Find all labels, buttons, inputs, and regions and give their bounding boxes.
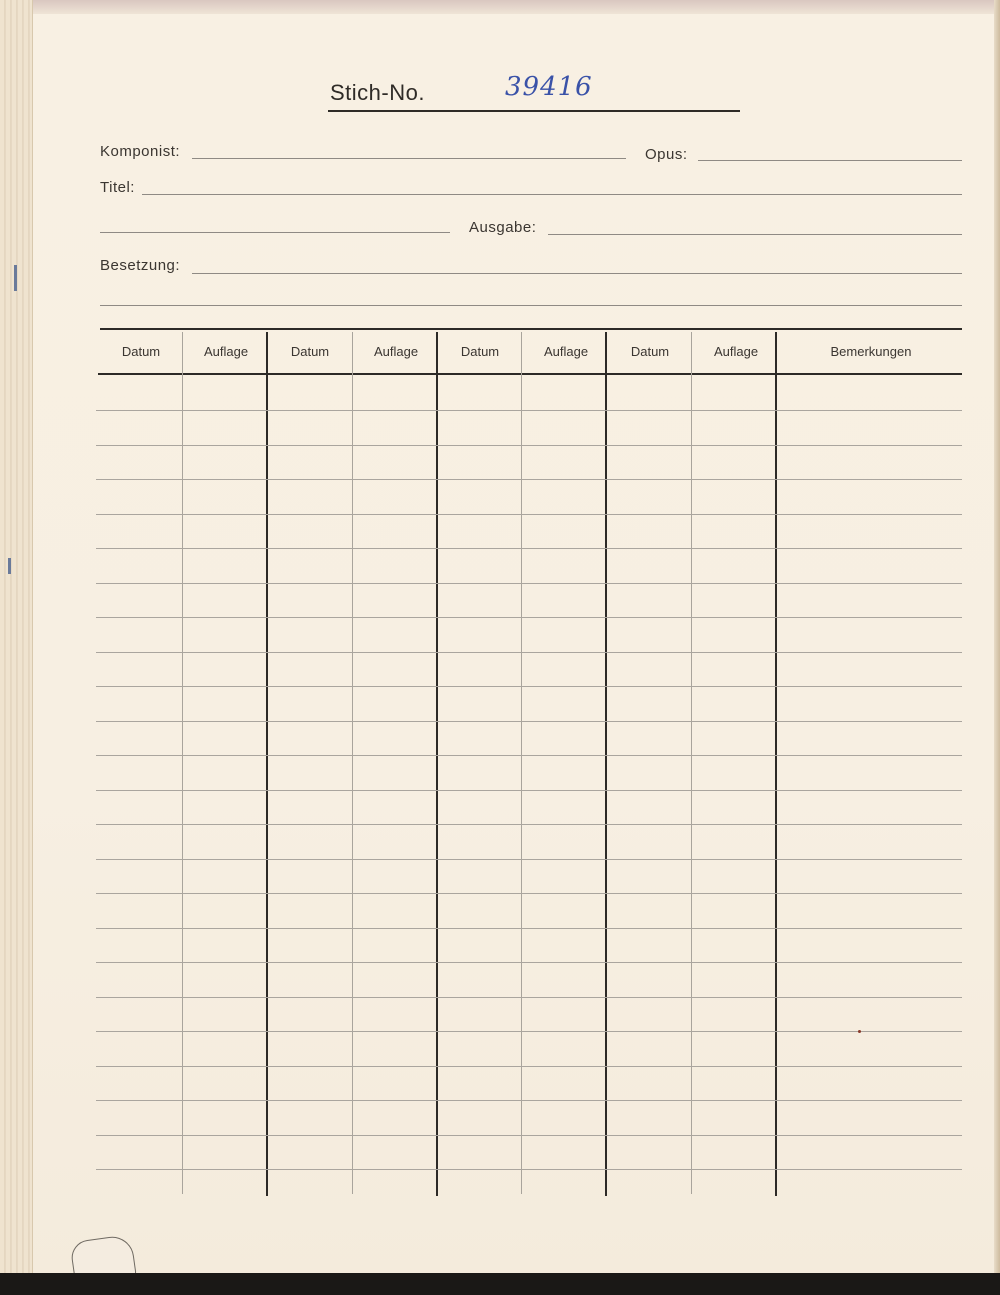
table-row-line[interactable] — [96, 962, 962, 963]
titel-label: Titel: — [100, 179, 135, 196]
table-row-line[interactable] — [96, 445, 962, 446]
table-row-line[interactable] — [96, 928, 962, 929]
table-row-line[interactable] — [96, 721, 962, 722]
komponist-label: Komponist: — [100, 143, 181, 160]
scan-border — [0, 1273, 1000, 1295]
komponist-field[interactable] — [192, 158, 626, 159]
table-row-line[interactable] — [96, 893, 962, 894]
table-row-line[interactable] — [96, 1066, 962, 1067]
besetzung-field[interactable] — [192, 273, 962, 274]
table-header-rule — [98, 373, 962, 375]
table-row-line[interactable] — [96, 514, 962, 515]
table-top-rule — [100, 328, 962, 330]
table-row-line[interactable] — [96, 410, 962, 411]
header-bemerkungen: Bemerkungen — [830, 344, 912, 359]
top-edge — [0, 0, 1000, 14]
table-row-line[interactable] — [96, 686, 962, 687]
ausgabe-label: Ausgabe: — [469, 219, 537, 236]
stich-no-rule — [328, 110, 740, 112]
table-row-line[interactable] — [96, 790, 962, 791]
header-auflage-4: Auflage — [713, 344, 759, 359]
table-row-line[interactable] — [96, 583, 962, 584]
table-row-line[interactable] — [96, 1100, 962, 1101]
opus-label: Opus: — [645, 146, 688, 163]
table-row-line[interactable] — [96, 824, 962, 825]
table-row-line[interactable] — [96, 548, 962, 549]
table-row-line[interactable] — [96, 1135, 962, 1136]
header-auflage-3: Auflage — [543, 344, 589, 359]
table-row-line[interactable] — [96, 479, 962, 480]
stacked-page-edges — [0, 0, 33, 1295]
titel-field[interactable] — [142, 194, 962, 195]
right-edge — [994, 0, 1000, 1295]
table-row-line[interactable] — [96, 997, 962, 998]
table-row-line[interactable] — [96, 617, 962, 618]
ausgabe-field[interactable] — [548, 234, 962, 235]
stich-no-label: Stich-No. — [330, 80, 425, 105]
table-row-line[interactable] — [96, 1169, 962, 1170]
titel-field-line2[interactable] — [100, 232, 450, 233]
stich-no-value: 39416 — [505, 72, 593, 102]
table-row-line[interactable] — [96, 755, 962, 756]
besetzung-field-line2[interactable] — [100, 305, 962, 306]
besetzung-label: Besetzung: — [100, 257, 181, 274]
header-auflage-2: Auflage — [373, 344, 419, 359]
header-datum-1: Datum — [121, 344, 161, 359]
opus-field[interactable] — [698, 160, 962, 161]
ink-spot — [858, 1030, 861, 1033]
header-datum-3: Datum — [460, 344, 500, 359]
table-row-line[interactable] — [96, 652, 962, 653]
table-row-line[interactable] — [96, 859, 962, 860]
table-row-line[interactable] — [96, 1031, 962, 1032]
header-datum-4: Datum — [630, 344, 670, 359]
header-datum-2: Datum — [290, 344, 330, 359]
header-auflage-1: Auflage — [203, 344, 249, 359]
